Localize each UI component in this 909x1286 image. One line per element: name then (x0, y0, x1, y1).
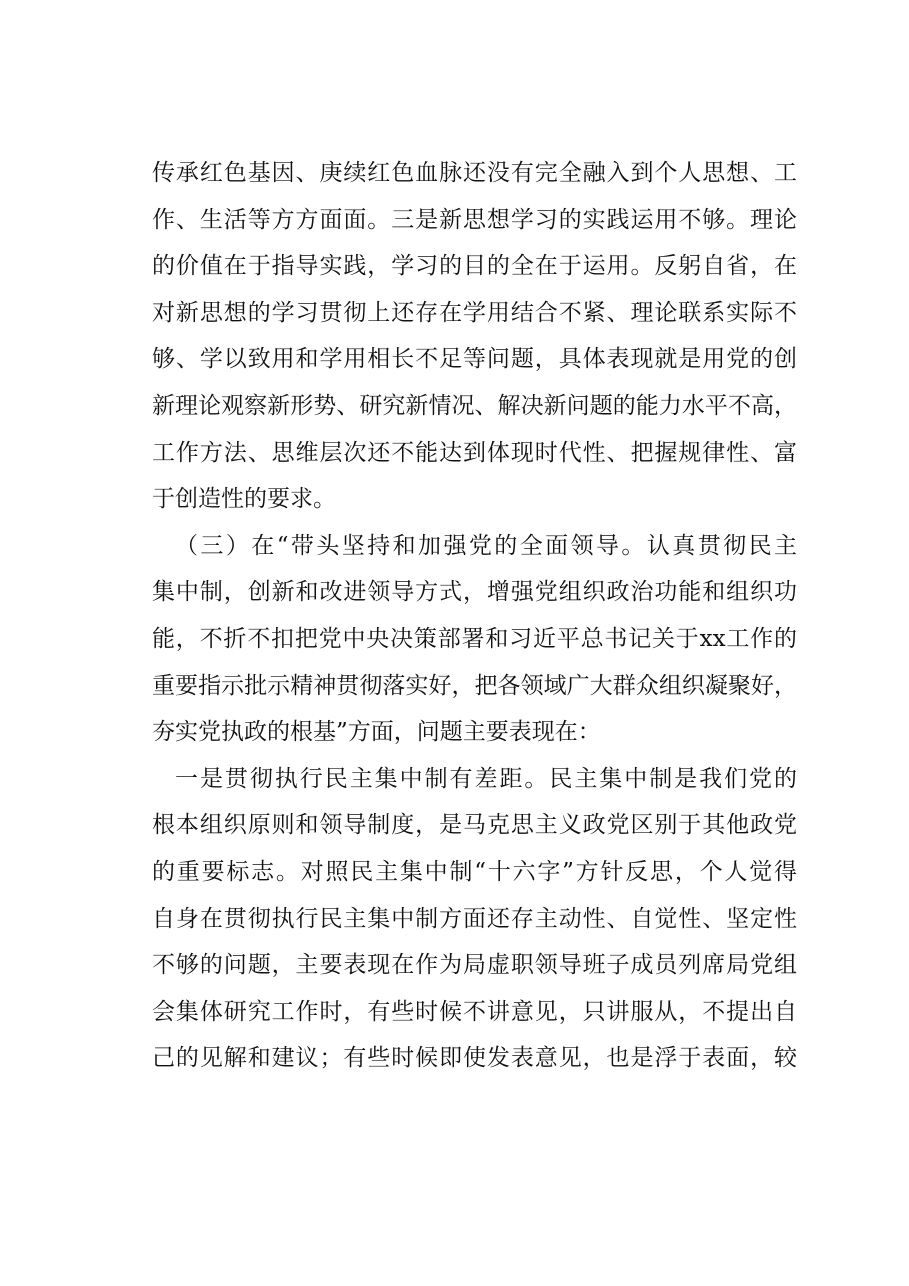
paragraph-1 (152, 150, 797, 523)
paragraph-3 (152, 756, 797, 1082)
text-line: 夯实党执政的根基”方面，问题主要表现在： (152, 719, 601, 746)
text-line: 重要指示批示精神贯彻落实好，把各领域广大群众组织凝聚好， (152, 672, 797, 699)
text-line: 传承红色基因、庚续红色血脉还没有完全融入到个人思想、工 (152, 160, 797, 186)
document-body (152, 150, 797, 1082)
text-line: 一是贯彻执行民主集中制有差距。民主集中制是我们党的 (175, 765, 797, 792)
text-line: 新理论观察新形势、研究新情况、解决新问题的能力水平不高， (152, 392, 797, 419)
text-line: （三）在“带头坚持和加强党的全面领导。认真贯彻民主 (175, 532, 797, 559)
text-line: 己的见解和建议；有些时候即使发表意见，也是浮于表面，较 (152, 1045, 797, 1072)
text-line: 不够的问题，主要表现在作为局虚职领导班子成员列席局党组 (152, 952, 797, 979)
text-line: 作、生活等方方面面。三是新思想学习的实践运用不够。理论 (152, 206, 797, 233)
text-line: 够、学以致用和学用相长不足等问题，具体表现就是用党的创 (152, 346, 797, 373)
text-line: 的重要标志。对照民主集中制“十六字”方针反思，个人觉得 (152, 858, 797, 885)
text-line: 于创造性的要求。 (152, 486, 336, 513)
text-line: 对新思想的学习贯彻上还存在学用结合不紧、理论联系实际不 (152, 299, 797, 326)
text-line: 会集体研究工作时，有些时候不讲意见，只讲服从，不提出自 (152, 998, 797, 1025)
text-line: 的价值在于指导实践，学习的目的全在于运用。反躬自省，在 (152, 253, 797, 280)
text-line: 工作方法、思维层次还不能达到体现时代性、把握规律性、富 (152, 439, 797, 466)
paragraph-2 (152, 523, 797, 756)
text-line: 自身在贯彻执行民主集中制方面还存主动性、自觉性、坚定性 (152, 905, 797, 932)
text-line: 能，不折不扣把党中央决策部署和习近平总书记关于xx工作的 (152, 625, 797, 652)
text-line: 集中制，创新和改进领导方式，增强党组织政治功能和组织功 (152, 579, 797, 606)
text-line: 根本组织原则和领导制度，是马克思主义政党区别于其他政党 (152, 812, 797, 839)
